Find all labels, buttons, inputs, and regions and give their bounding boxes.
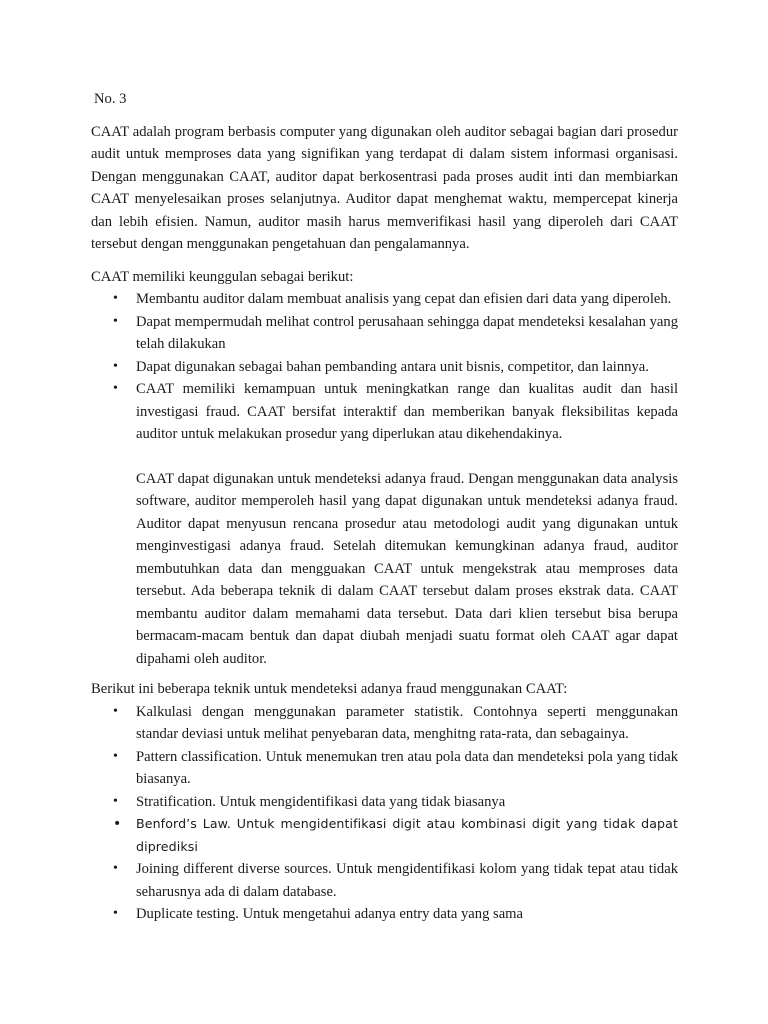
list-item: • Joining different diverse sources. Untuk mengidentifikasi kolom yang tidak tepat atau tidak seharusnya ada di dalam database. (91, 858, 678, 903)
document-heading: No. 3 (94, 91, 127, 107)
list-item: • Stratification. Untuk mengidentifikasi data yang tidak biasanya (91, 791, 678, 814)
advantages-intro: CAAT memiliki keunggulan sebagai berikut: (91, 268, 354, 285)
list-item: • Kalkulasi dengan menggunakan parameter statistik. Contohnya seperti menggunakan standar deviasi untuk melihat penyebaran data, menghitng rata-rata, dan sebagainya. (91, 701, 678, 746)
advantages-list (91, 288, 678, 446)
list-item: • Dapat digunakan sebagai bahan pembanding antara unit bisnis, competitor, dan lainnya. (91, 356, 678, 379)
techniques-intro: Berikut ini beberapa teknik untuk mendeteksi adanya fraud menggunakan CAAT: (91, 681, 568, 697)
list-item: • Dapat mempermudah melihat control perusahaan sehingga dapat mendeteksi kesalahan yang telah dilakukan (91, 311, 678, 356)
intro-paragraph: CAAT adalah program berbasis computer yang digunakan oleh auditor sebagai bagian dari prosedur audit untuk memproses data yang signifikan yang terdapat di dalam sistem informasi organisasi. Dengan menggunakan CAAT, auditor dapat berkosentrasi pada proses audit inti dan membiarkan CAAT menyelesaikan proses selanjutnya. Auditor dapat menghemat waktu, mempercepat kinerja dan lebih efisien. Namun, auditor masih harus memverifikasi hasil yang diperoleh dari CAAT tersebut dengan menggunakan pengetahuan dan pengalamannya. (91, 123, 678, 252)
fraud-paragraph: CAAT dapat digunakan untuk mendeteksi adanya fraud. Dengan menggunakan data analysis software, auditor memperoleh hasil yang dapat digunakan untuk mendeteksi adanya fraud. Auditor dapat menyusun rencana prosedur atau metodologi audit yang digunakan untuk menginvestigasi adanya fraud. Setelah ditemukan kemungkinan adanya fraud, auditor membutuhkan data dan mengguakan CAAT untuk mengekstrak atau memproses data tersebut. Ada beberapa teknik di dalam CAAT tersebut dalam proses ekstrak data. CAAT membantu auditor dalam memahami data tersebut. Data dari klien tersebut bisa berupa bermacam-macam bentuk dan dapat diubah menjadi suatu format oleh CAAT agar dapat dipahami oleh auditor. (136, 470, 678, 667)
list-item: • Pattern classification. Untuk menemukan tren atau pola data dan mendeteksi pola yang tidak biasanya. (91, 746, 678, 791)
list-item: • Duplicate testing. Untuk mengetahui adanya entry data yang sama (91, 903, 678, 926)
document-page (91, 88, 678, 926)
list-item: • Benford’s Law. Untuk mengidentifikasi digit atau kombinasi digit yang tidak dapat diprediksi (91, 813, 678, 858)
techniques-list (91, 701, 678, 926)
list-item: • CAAT memiliki kemampuan untuk meningkatkan range dan kualitas audit dan hasil investigasi fraud. CAAT bersifat interaktif dan memberikan banyak fleksibilitas kepada auditor untuk melakukan prosedur yang diperlukan atau dikehendakinya. (91, 378, 678, 446)
list-item: • Membantu auditor dalam membuat analisis yang cepat dan efisien dari data yang diperoleh. (91, 288, 678, 311)
